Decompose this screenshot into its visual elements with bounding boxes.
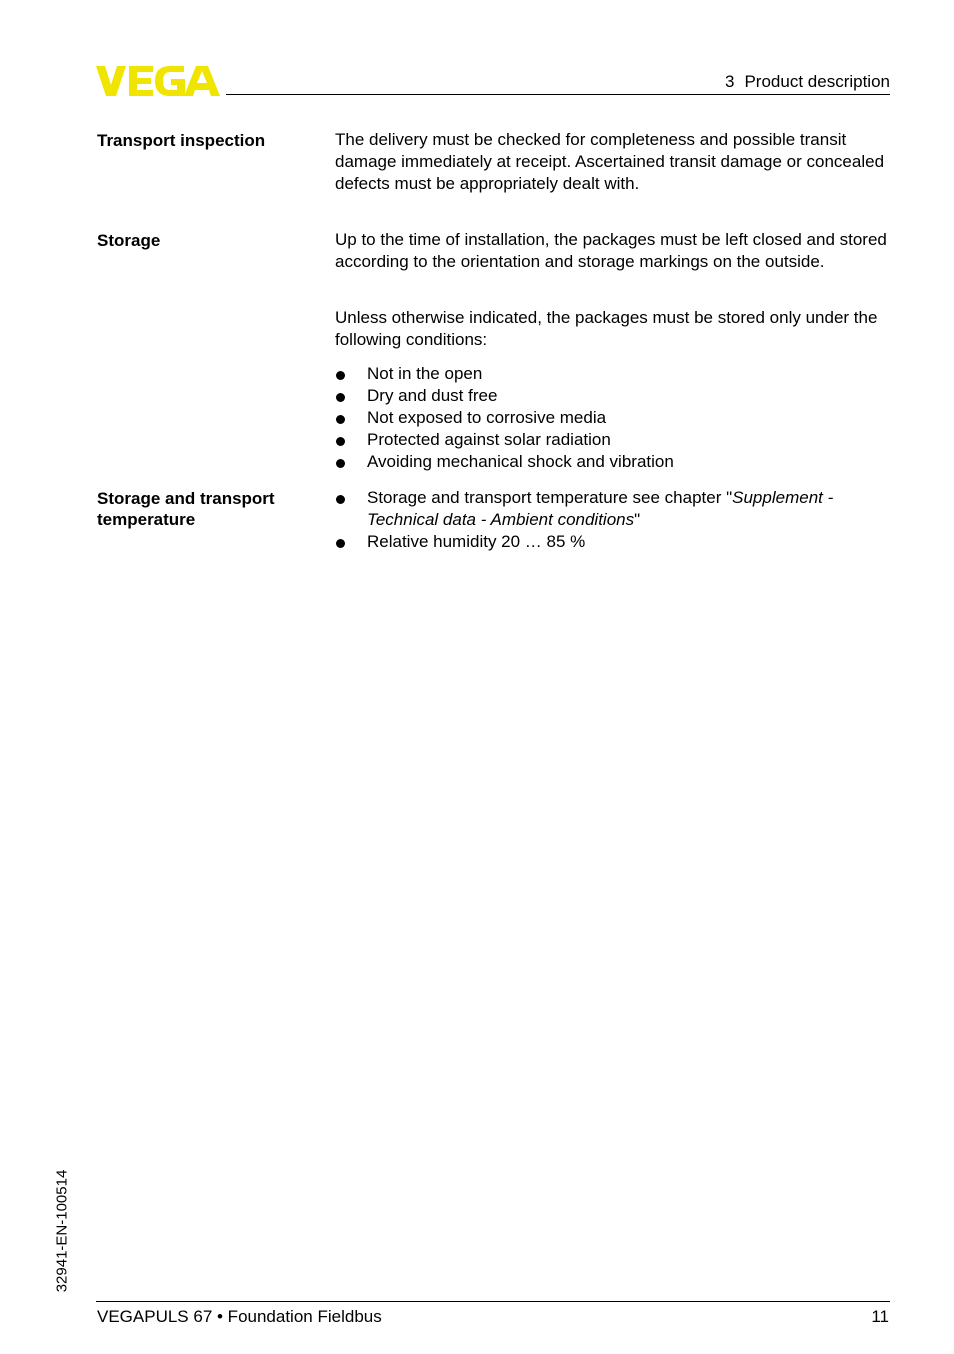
list-item: Storage and transport temperature see chapter "Supplement - Technical data - Ambient conditions" [335, 487, 891, 531]
vega-logo [96, 66, 220, 96]
storage-paragraph-2: Unless otherwise indicated, the packages must be stored only under the following conditions: [335, 308, 878, 349]
list-item: Dry and dust free [335, 385, 891, 407]
chapter-reference: Supplement - Technical data - Ambient conditions [367, 488, 834, 529]
footer-rule [96, 1301, 890, 1302]
storage-paragraph-1: Up to the time of installation, the packages must be left closed and stored according to the orientation and storage markings on the outside. [335, 230, 887, 271]
bullet-icon [336, 495, 345, 504]
list-item: Protected against solar radiation [335, 429, 891, 451]
bullet-icon [336, 393, 345, 402]
list-item: Not exposed to corrosive media [335, 407, 891, 429]
transport-inspection-heading: Transport inspection [97, 131, 266, 150]
list-item: Relative humidity 20 … 85 % [335, 531, 891, 553]
header-rule [226, 94, 890, 95]
list-item: Avoiding mechanical shock and vibration [335, 451, 891, 473]
bullet-icon [336, 539, 345, 548]
bullet-icon [336, 459, 345, 468]
bullet-icon [336, 371, 345, 380]
transport-inspection-text: The delivery must be checked for completeness and possible transit damage immediately at receipt. Ascertained transit damage or concealed defects must be appropriately dealt with. [335, 130, 885, 193]
footer-product: VEGAPULS 67 • Foundation Fieldbus [97, 1307, 382, 1326]
bullet-icon [336, 415, 345, 424]
storage-temperature-list [335, 487, 891, 553]
storage-heading: Storage [97, 231, 161, 250]
chapter-number: 3 [725, 72, 735, 91]
chapter-title: Product description [744, 72, 890, 91]
storage-conditions-list [335, 363, 891, 473]
bullet-icon [336, 437, 345, 446]
page-number: 11 [871, 1307, 889, 1326]
document-code: 32941-EN-100514 [53, 1169, 71, 1293]
running-header [725, 72, 890, 92]
storage-temperature-heading: Storage and transport temperature [97, 489, 275, 529]
list-item: Not in the open [335, 363, 891, 385]
